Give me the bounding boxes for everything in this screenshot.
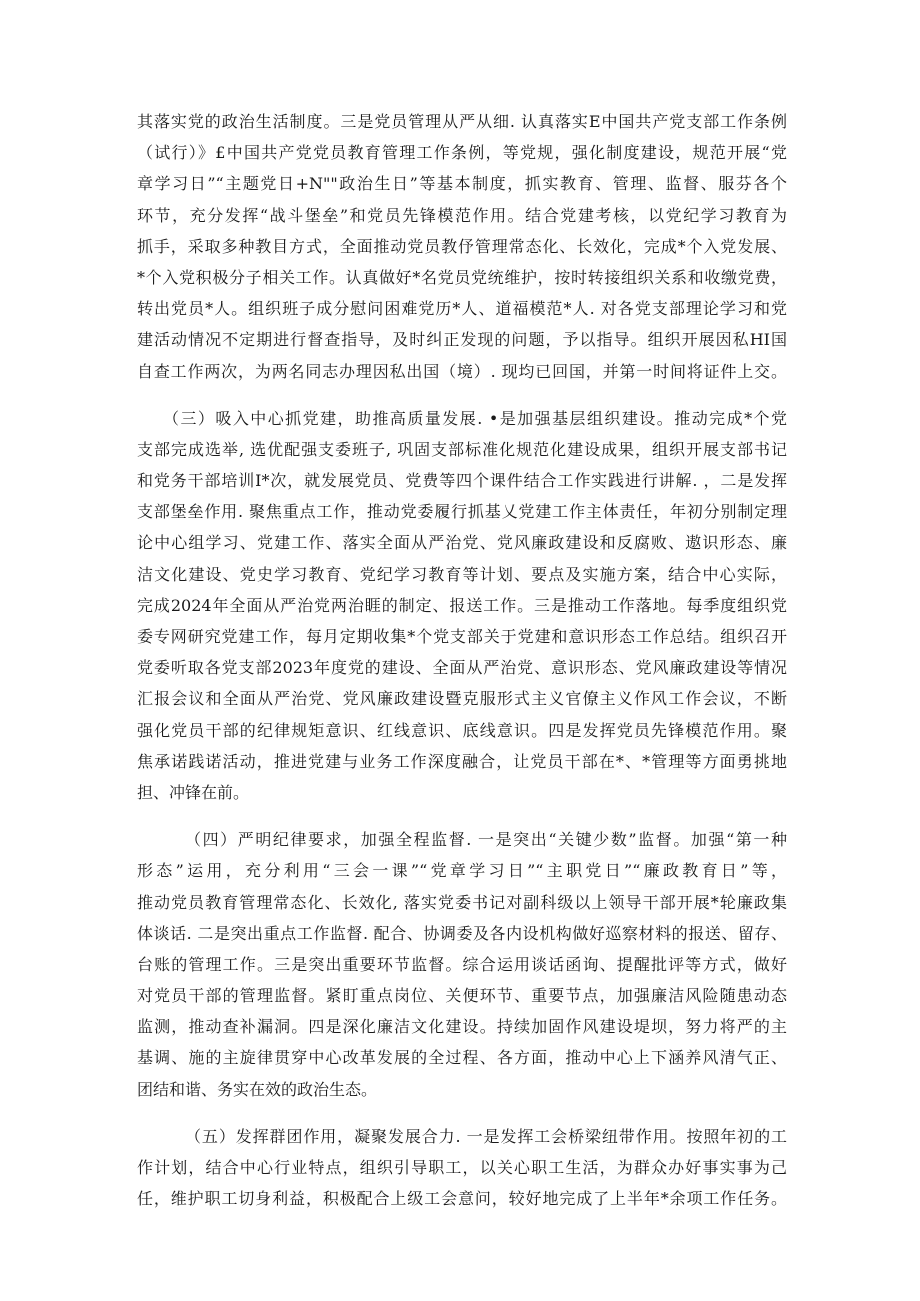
text-line: 转出党员*人。组织班子成分慰问困难党历*人、道福模范*人. 对各党支部理论学习和党 [137,299,787,319]
text-line: 其落实党的政治生活制度。三是党员管理从严从细. 认真落实E中国共产党支部工作条例 [137,112,787,131]
text-line: 和党务干部培训I*次，就发展党员、党费等四个课件结合工作实践进行讲解. ，二是发挥 [137,471,787,491]
text-line: 自查工作两次，为两名同志办理因私出国（境）. 现均已回国，并第一时间将证件上交。 [137,361,787,381]
text-line: 委专网研究党建工作，每月定期收集*个党支部关于党建和意识形态工作总结。组织召开 [137,627,787,646]
text-line: 洁文化建设、党史学习教育、党纪学习教育等计划、要点及实施方案，结合中心实际， [137,564,787,584]
text-line: 担、冲锋在前。 [137,782,250,802]
text-line: 作计划，结合中心行业特点，组织引导职工，以关心职工生活，为群众办好事实事为己 [137,1158,787,1177]
text-line: 完成2024年全面从严治党两治睚的制定、报送工作。三是推动工作落地。每季度组织党 [137,595,787,615]
text-line: （五）发挥群团作用，凝聚发展合力. 一是发挥工会桥梁纽带作用。按照年初的工 [185,1126,787,1146]
text-line: 团结和谐、务实在效的政治生态。 [137,1079,378,1099]
text-line: 任，维护职工切身利益，积极配合上级工会意问，较好地完成了上半年*余项工作任务。 [137,1189,787,1209]
text-line: 环节，充分发挥“战斗堡垒”和党员先锋模范作用。结合党建考核，以党纪学习教育为 [137,205,787,225]
text-line: 支部完成选举, 选优配强支委班子, 巩固支部标准化规范化建设成果，组织开展支部书记 [137,439,787,459]
paragraph-section-four [137,824,787,1105]
document-page [137,106,787,1230]
paragraph-party-member-management [137,106,787,387]
text-line: 汇报会议和全面从严治党、党风廉政建设暨克服形式主义官僚主义作风工作会议，不断 [137,689,787,709]
text-line: 建活动情况不定期进行督查指导，及时纠正发现的问题，予以指导。组织开展因私HI国 [137,330,787,350]
paragraph-section-three [137,403,787,808]
text-line: *个入党积极分子相关工作。认真做好*名党员党统维护，按时转接组织关系和收缴党费， [137,267,787,287]
text-line: 抓手，采取多种教目方式，全面推动党员教伃管理常态化、长效化，完成*个入党发展、 [137,236,787,256]
text-line: 强化党员干部的纪律规矩意识、红线意识、底线意识。四是发挥党员先锋模范作用。聚 [137,720,787,740]
text-line: 支部堡垒作用. 聚焦重点工作，推动党委履行抓基乂党建工作主体责任，年初分别制定理 [137,502,787,522]
text-line: 监测，推动查补漏洞。四是深化廉洁文化建设。持续加固作风建设堤坝，努力将严的主 [137,1017,787,1037]
paragraph-section-five [137,1121,787,1215]
text-line: （四）严明纪律要求，加强全程监督. 一是突出“关键少数”监督。加强“第一种 [185,830,787,850]
text-line: 基调、施的主旋律贯穿中心改革发展的全过程、各方面，推动中心上下涵养风清气正、 [137,1048,787,1068]
text-line: 论中心组学习、党建工作、落实全面从严治党、党风廉政建设和反腐败、遨识形态、廉 [137,533,787,553]
text-line: 台账的管理工作。三是突出重要环节监督。综合运用谈话函询、提醒批评等方式，做好 [137,954,787,974]
text-line: 章学习日”“主题党日+N""政治生日”等基本制度，抓实教育、管理、监督、服芬各个 [137,174,787,194]
text-line: 焦承诺践诺活动，推进党建与业务工作深度融合，让党员干部在*、*管理等方面勇挑地 [137,751,787,771]
text-line: 对党员干部的管理监督。紧盯重点岗位、关便环节、重要节点，加强廉洁风险随患动态 [137,986,787,1006]
text-line: （三）吸入中心抓党建，助推高质量发展. •是加强基层组织建设。推动完成*个党 [163,408,787,428]
text-line: 体谈话. 二是突出重点工作监督. 配合、协调委及各内设机构做好巡察材料的报送、留存、 [137,923,787,943]
text-line: 形态”运用，充分利用“三会一课”“党章学习日”“主职党日”“廉政教育日”等， [137,861,787,881]
text-line: 推动党员教育管理常态化、长效化, 落实党委书记对副科级以上领导干部开展*轮廉政集 [137,892,787,912]
text-line: 党委听取各党支部2023年度党的建设、全面从严治党、意识形态、党风廉政建设等情况 [137,658,787,678]
text-line: （试行）》£中国共产党党员教育管理工作条例，等党规，强化制度建设，规范开展“党 [137,143,787,163]
